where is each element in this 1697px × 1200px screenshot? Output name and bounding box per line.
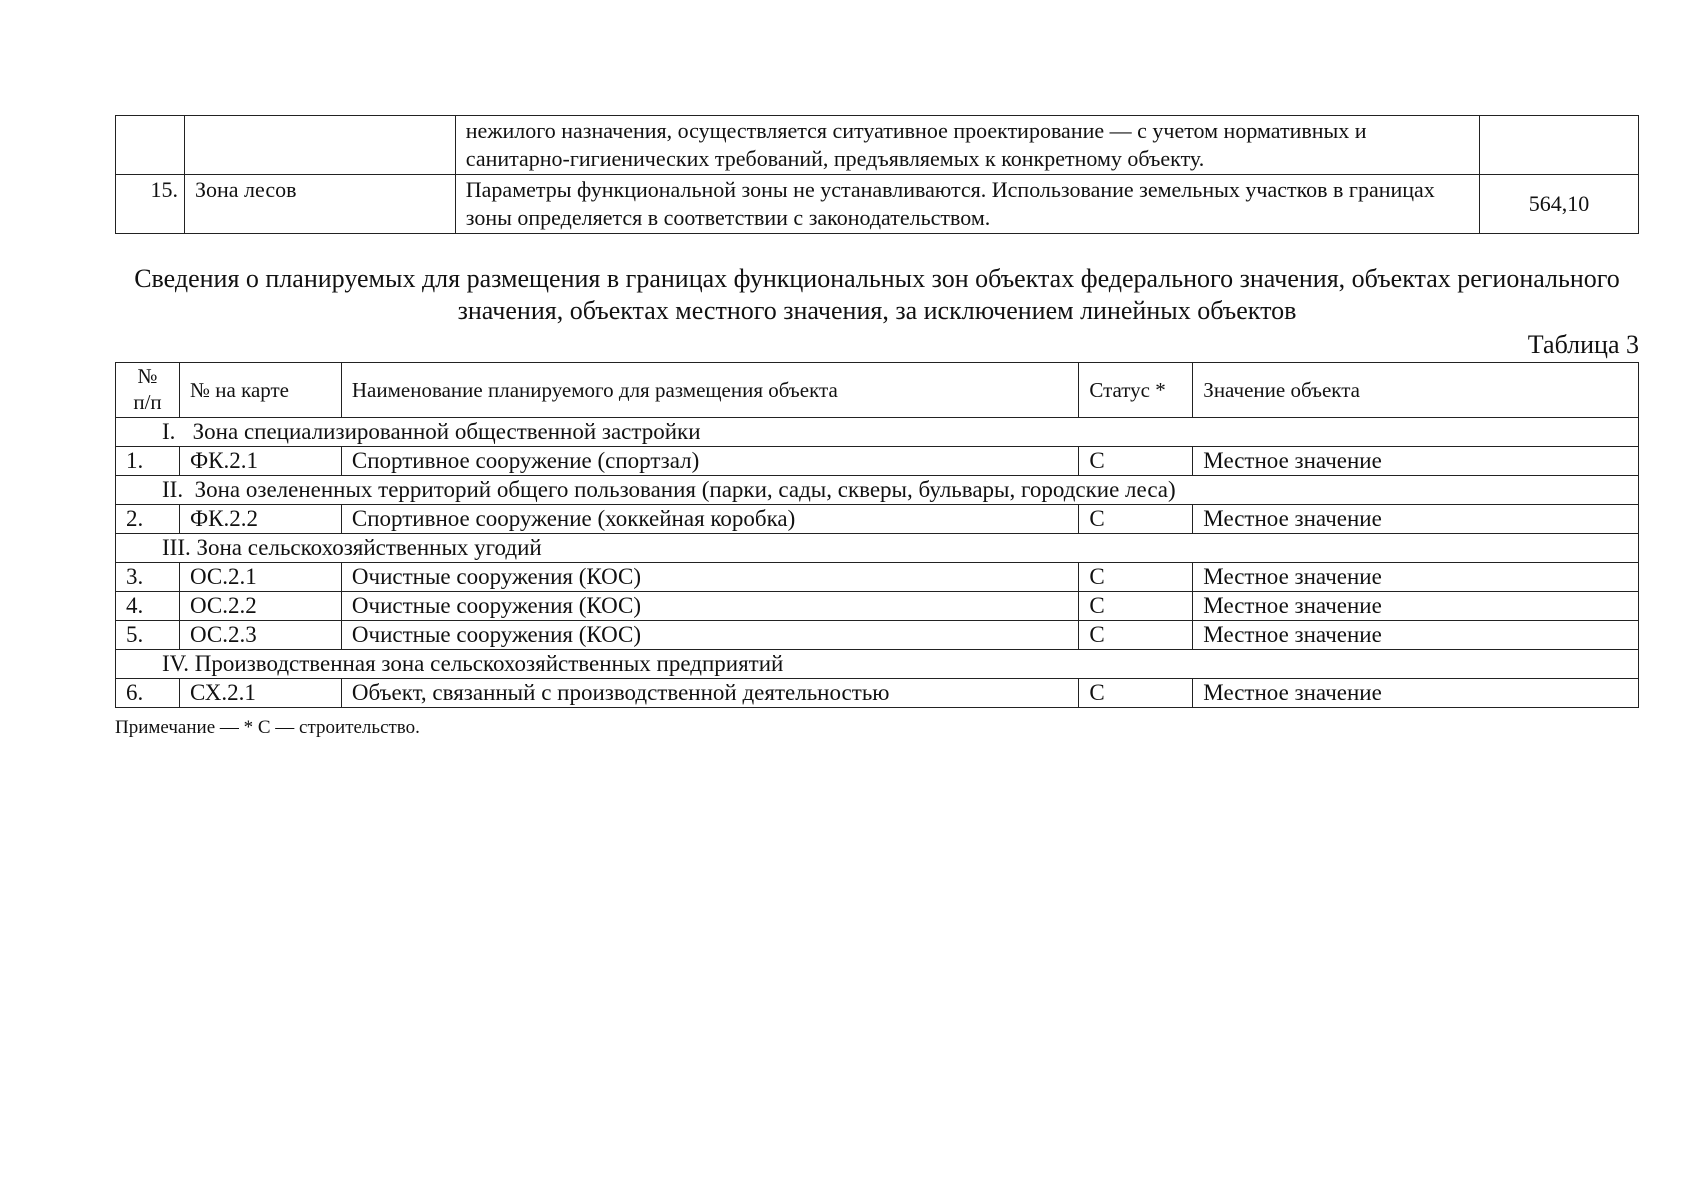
table-row — [116, 563, 1639, 592]
object-significance: Местное значение — [1193, 592, 1639, 621]
table-row — [116, 505, 1639, 534]
header-num-abbr: п/п — [133, 390, 162, 414]
header-row-number — [116, 363, 180, 418]
zone-group-row — [116, 476, 1639, 505]
zone-description: Параметры функциональной зоны не устанавливаются. Использование земельных участков в границах зоны определяется в соответствии с законодательством. — [455, 175, 1479, 234]
object-name: Спортивное сооружение (спортзал) — [341, 447, 1078, 476]
object-status: С — [1079, 679, 1193, 708]
object-significance: Местное значение — [1193, 447, 1639, 476]
zone-name: Зона лесов — [184, 175, 455, 234]
row-number: 6. — [116, 679, 180, 708]
object-name: Очистные сооружения (КОС) — [341, 592, 1078, 621]
table-header-row — [116, 363, 1639, 418]
row-number: 1. — [116, 447, 180, 476]
header-object-name: Наименование планируемого для размещения объекта — [341, 363, 1078, 418]
table-row — [116, 679, 1639, 708]
map-code: ФК.2.2 — [179, 505, 341, 534]
object-status: С — [1079, 621, 1193, 650]
object-status: С — [1079, 447, 1193, 476]
row-number: 5. — [116, 621, 180, 650]
section-heading: Сведения о планируемых для размещения в границах функциональных зон объектах федерального значения, объектах регионального значения, объектах местного значения, за исключением линейных объектов — [134, 264, 1620, 325]
zone-group-title: IV. Производственная зона сельскохозяйственных предприятий — [116, 650, 1639, 679]
zone-description: нежилого назначения, осуществляется ситуативное проектирование — с учетом нормативных и санитарно-гигиенических требований, предъявляемых к конкретному объекту. — [455, 116, 1479, 175]
object-status: С — [1079, 592, 1193, 621]
object-significance: Местное значение — [1193, 563, 1639, 592]
object-significance: Местное значение — [1193, 505, 1639, 534]
table-row — [116, 116, 1639, 175]
object-status: С — [1079, 505, 1193, 534]
zone-area: 564,10 — [1480, 175, 1639, 234]
table-row — [116, 621, 1639, 650]
map-code: ОС.2.2 — [179, 592, 341, 621]
zone-group-row — [116, 650, 1639, 679]
zone-group-title: I. Зона специализированной общественной застройки — [116, 418, 1639, 447]
table-row — [116, 175, 1639, 234]
object-status: С — [1079, 563, 1193, 592]
map-code: ОС.2.1 — [179, 563, 341, 592]
object-significance: Местное значение — [1193, 679, 1639, 708]
zone-name — [184, 116, 455, 175]
planned-objects-table — [115, 362, 1639, 708]
header-significance: Значение объекта — [1193, 363, 1639, 418]
zone-group-title: III. Зона сельскохозяйственных угодий — [116, 534, 1639, 563]
object-significance: Местное значение — [1193, 621, 1639, 650]
row-number: 2. — [116, 505, 180, 534]
map-code: ФК.2.1 — [179, 447, 341, 476]
object-name: Спортивное сооружение (хоккейная коробка) — [341, 505, 1078, 534]
table-row — [116, 592, 1639, 621]
zone-group-row — [116, 418, 1639, 447]
map-code: ОС.2.3 — [179, 621, 341, 650]
zone-group-title: II. Зона озелененных территорий общего пользования (парки, сады, скверы, бульвары, городские леса) — [116, 476, 1639, 505]
table-row — [116, 447, 1639, 476]
row-number — [116, 116, 185, 175]
row-number: 15. — [116, 175, 185, 234]
object-name: Объект, связанный с производственной деятельностью — [341, 679, 1078, 708]
object-name: Очистные сооружения (КОС) — [341, 621, 1078, 650]
row-number: 4. — [116, 592, 180, 621]
zones-parameters-table-continuation — [115, 115, 1639, 234]
table-caption: Таблица 3 — [1527, 330, 1639, 359]
zone-area — [1480, 116, 1639, 175]
header-map-number: № на карте — [179, 363, 341, 418]
row-number: 3. — [116, 563, 180, 592]
object-name: Очистные сооружения (КОС) — [341, 563, 1078, 592]
zone-group-row — [116, 534, 1639, 563]
header-num-sign: № — [137, 364, 158, 388]
table-footnote: Примечание — * С — строительство. — [115, 717, 420, 738]
header-status: Статус * — [1079, 363, 1193, 418]
map-code: СХ.2.1 — [179, 679, 341, 708]
